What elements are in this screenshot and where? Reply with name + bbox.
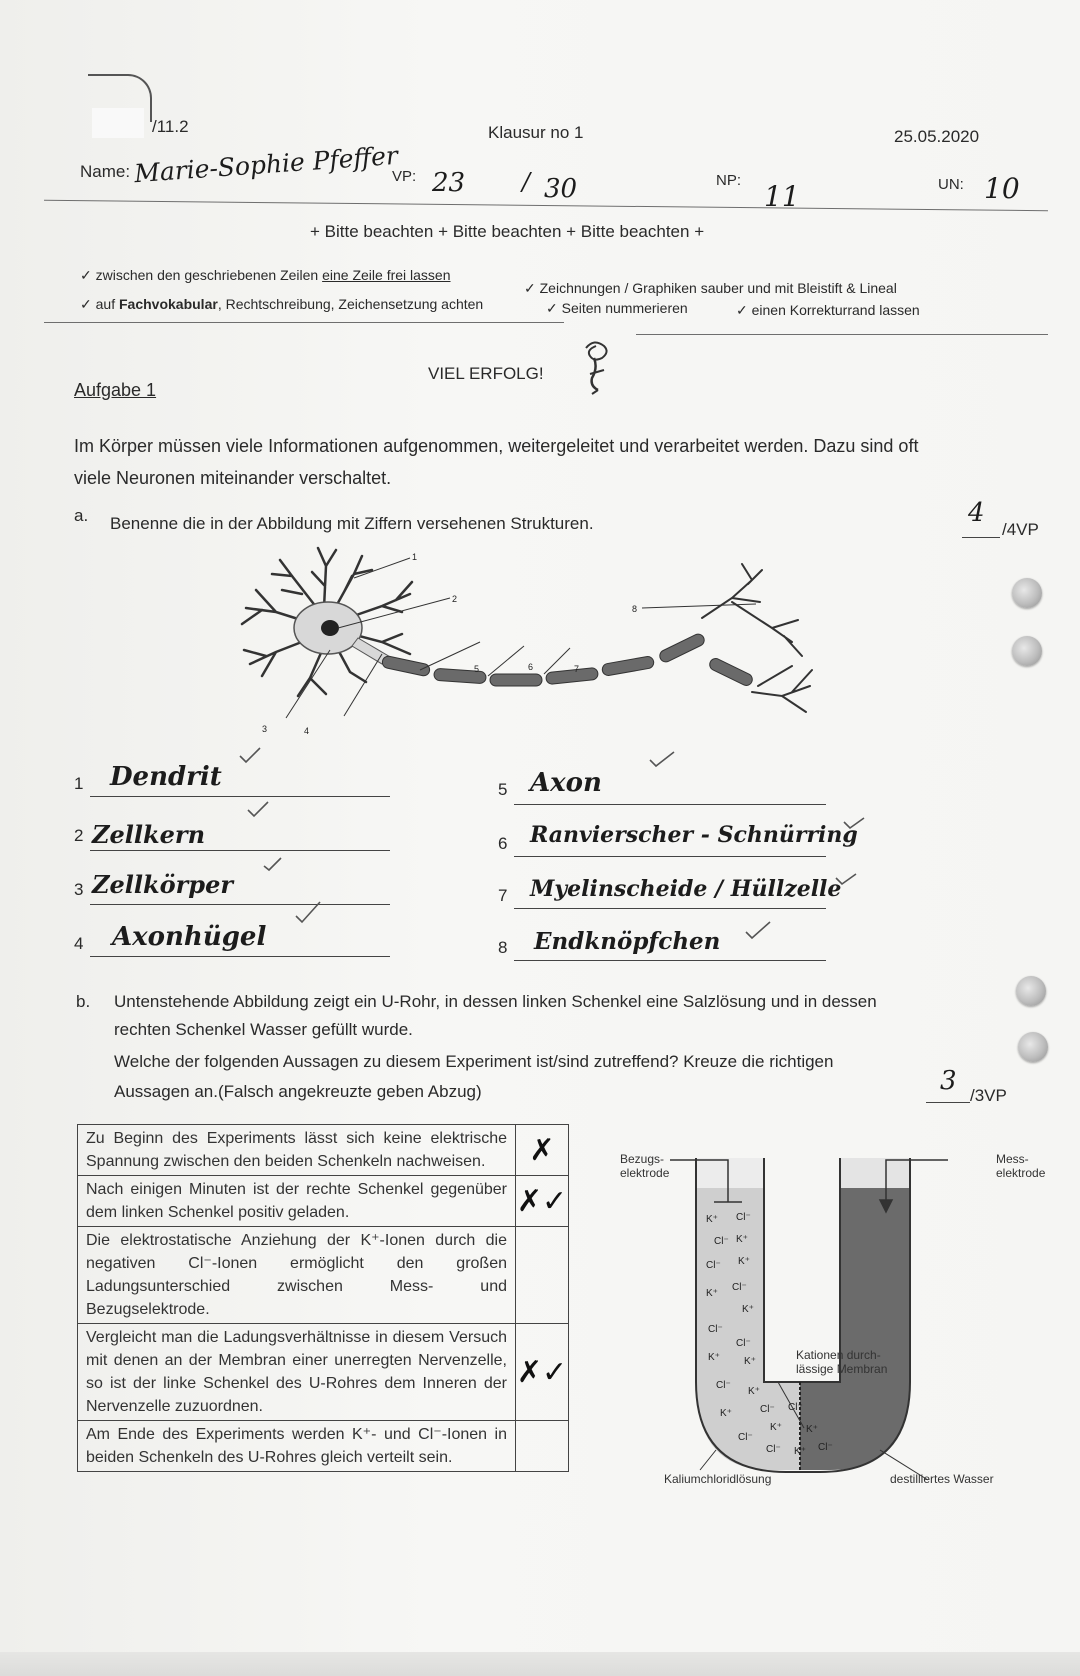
table-row — [78, 1324, 569, 1421]
myelin-segments — [381, 632, 754, 687]
axon-terminals — [702, 564, 812, 712]
un-value: 10 — [984, 172, 1020, 205]
part-a-points-line — [962, 537, 1000, 538]
part-b-text-2: rechten Schenkel Wasser gefüllt wurde. — [114, 1020, 413, 1039]
figure-label-5: 5 — [474, 664, 480, 674]
table-row — [78, 1176, 569, 1227]
ion-cl: Cl⁻ — [736, 1338, 751, 1349]
notice-divider-right — [636, 334, 1048, 335]
answer-number: 5 — [498, 780, 508, 799]
ion-cl: Cl⁻ — [716, 1380, 731, 1391]
ion-cl: Cl⁻ — [738, 1432, 753, 1443]
ion-cl: Cl⁻ — [760, 1404, 775, 1415]
exam-date: 25.05.2020 — [894, 127, 980, 146]
figure-label-3: 3 — [262, 724, 268, 734]
right-solution-label: destilliertes Wasser — [890, 1472, 994, 1486]
part-b-label: b. — [76, 992, 91, 1011]
notice-2c: ✓ Seiten nummerieren — [546, 300, 688, 316]
part-b-text-3: Welche der folgenden Aussagen zu diesem Experiment ist/sind zutreffend? Kreuze die richtigen — [114, 1052, 834, 1071]
answer-text: Endknöpfchen — [534, 928, 721, 955]
punch-hole — [1016, 976, 1046, 1006]
answer-number: 6 — [498, 834, 508, 853]
notice-line-1 — [80, 267, 451, 284]
vp-score: 23 — [432, 168, 466, 198]
ion-k: K⁺ — [720, 1408, 732, 1419]
nucleus — [321, 620, 339, 636]
notice-2-bold: Fachvokabular — [118, 296, 218, 312]
vp-separator: / — [522, 168, 531, 196]
notice-1a: ✓ zwischen den geschriebenen Zeilen — [80, 267, 323, 283]
part-b-text-1: Untenstehende Abbildung zeigt ein U-Rohr, in dessen linken Schenkel eine Salzlösung und in dessen — [114, 992, 877, 1011]
part-b-points: 3 — [940, 1066, 957, 1096]
table-row — [78, 1421, 569, 1472]
ref-electrode-label-2: elektrode — [620, 1166, 670, 1180]
ion-cl: Cl⁻ — [714, 1236, 729, 1247]
grading-check-icons — [230, 736, 870, 956]
u-tube-figure — [610, 1150, 1020, 1500]
answer-number: 3 — [74, 880, 84, 899]
ion-k: K⁺ — [706, 1288, 718, 1299]
ion-k: K⁺ — [748, 1386, 760, 1397]
part-a-label: a. — [74, 506, 89, 525]
part-b-text-4: Aussagen an.(Falsch angekreuzte geben Abzug) — [114, 1082, 482, 1101]
statement-checkbox[interactable] — [516, 1421, 569, 1472]
task-intro-1: Im Körper müssen viele Informationen aufgenommen, weitergeleitet und verarbeitet werden. Dazu sind oft — [74, 436, 919, 456]
part-a-text: Benenne die in der Abbildung mit Ziffern versehenen Strukturen. — [110, 514, 594, 533]
answer-text: Dendrit — [110, 762, 222, 792]
membrane-label-2: lässige Membran — [796, 1362, 888, 1376]
notice-1b: ✓ Zeichnungen / Graphiken sauber und mit Bleistift & Lineal — [524, 280, 897, 296]
bottom-edge-shadow — [0, 1652, 1080, 1676]
notice-divider-left — [44, 322, 564, 323]
name-label: Name: — [80, 162, 131, 181]
table-row — [78, 1227, 569, 1324]
figure-label-1: 1 — [412, 552, 418, 562]
task-intro-2: viele Neuronen miteinander verschaltet. — [74, 468, 392, 488]
ion-cl: Cl⁻ — [788, 1402, 803, 1413]
meas-electrode-label-1: Mess- — [996, 1152, 1029, 1166]
answer-text: Myelinscheide / Hüllzelle — [530, 876, 842, 902]
answer-text: Zellkern — [92, 820, 206, 849]
statement-text: Am Ende des Experiments werden K⁺- und Cl⁻-Ionen in beiden Schenkeln des U-Rohres gleich verteilt sein. — [78, 1421, 516, 1472]
ion-cl: Cl⁻ — [708, 1324, 723, 1335]
ion-cl: Cl⁻ — [766, 1444, 781, 1455]
answer-text: Axonhügel — [112, 922, 267, 952]
answer-number: 2 — [74, 826, 84, 845]
notice-2b: , Rechtschreibung, Zeichensetzung achten — [217, 296, 484, 312]
statements-table — [77, 1124, 569, 1472]
ion-k: K⁺ — [744, 1356, 756, 1367]
right-top-air — [840, 1158, 910, 1188]
ion-k: K⁺ — [770, 1422, 782, 1433]
ion-cl: Cl⁻ — [732, 1282, 747, 1293]
task-heading: Aufgabe 1 — [74, 380, 157, 400]
answer-number: 1 — [74, 774, 84, 793]
ion-k: K⁺ — [736, 1234, 748, 1245]
ion-k: K⁺ — [806, 1424, 818, 1435]
left-top-air — [696, 1158, 764, 1188]
figure-label-7: 7 — [574, 664, 580, 674]
figure-label-4: 4 — [304, 726, 310, 736]
ion-k: K⁺ — [706, 1214, 718, 1225]
part-a-max: /4VP — [1002, 520, 1039, 539]
answer-line — [90, 956, 390, 957]
statement-checkbox[interactable] — [516, 1227, 569, 1324]
left-solution-label: Kaliumchloridlösung — [664, 1472, 772, 1486]
answer-text: Zellkörper — [92, 870, 233, 899]
answer-line — [514, 960, 826, 961]
punch-hole — [1012, 636, 1042, 666]
membrane-label-1: Kationen durch- — [796, 1348, 881, 1362]
neuron-figure — [232, 546, 832, 756]
table-row — [78, 1125, 569, 1176]
statement-text: Vergleicht man die Ladungsverhältnisse in diesem Versuch mit denen an der Membran einer unerregten Nervenzelle, so ist der linke Schenkel des U-Rohres dem Inneren der Nervenzelle zuzuordnen. — [78, 1324, 516, 1421]
class-code: /11.2 — [152, 117, 189, 136]
doodle-icon — [574, 334, 624, 398]
ion-cl: Cl⁻ — [736, 1212, 751, 1223]
ion-cl: Cl⁻ — [818, 1442, 833, 1453]
figure-label-2: 2 — [452, 594, 458, 604]
ion-k: K⁺ — [742, 1304, 754, 1315]
answer-text: Axon — [530, 768, 602, 798]
statement-text: Zu Beginn des Experiments lässt sich keine elektrische Spannung zwischen den beiden Schenkeln nachweisen. — [78, 1125, 516, 1176]
answer-number: 4 — [74, 934, 84, 953]
part-a-points: 4 — [968, 498, 985, 528]
vp-label: VP: — [392, 168, 417, 185]
meas-electrode-label-2: elektrode — [996, 1166, 1046, 1180]
part-b-max: /3VP — [970, 1086, 1007, 1105]
ion-cl: Cl⁻ — [706, 1260, 721, 1271]
name-value: Marie-Sophie Pfeffer — [133, 140, 399, 189]
exam-title: Klausur no 1 — [488, 123, 584, 142]
ref-electrode-label-1: Bezugs- — [620, 1152, 665, 1166]
notice-line-2 — [80, 296, 483, 313]
good-luck: VIEL ERFOLG! — [428, 364, 544, 383]
figure-label-6: 6 — [528, 662, 534, 672]
statement-checkbox[interactable]: ✗✓ — [516, 1176, 569, 1227]
notice-2d: ✓ einen Korrekturrand lassen — [736, 302, 920, 318]
redacted-class-box — [92, 108, 144, 138]
np-value: 11 — [764, 180, 800, 213]
punch-hole — [1018, 1032, 1048, 1062]
part-b-points-line — [926, 1102, 970, 1103]
ion-k: K⁺ — [708, 1352, 720, 1363]
statement-text: Die elektrostatische Anziehung der K⁺-Ionen durch die negativen Cl⁻-Ionen ermöglicht den großen Ladungsunterschied zwischen Mess- und Bezugselektrode. — [78, 1227, 516, 1324]
answer-number: 8 — [498, 938, 508, 957]
figure-label-8: 8 — [632, 604, 638, 614]
punch-hole — [1012, 578, 1042, 608]
un-label: UN: — [938, 176, 964, 193]
answer-number: 7 — [498, 886, 508, 905]
vp-total: 30 — [544, 174, 578, 204]
notice-2a: ✓ auf — [80, 296, 119, 312]
np-label: NP: — [716, 172, 742, 189]
ion-k: K⁺ — [794, 1446, 806, 1457]
statement-text: Nach einigen Minuten ist der rechte Schenkel gegenüber dem linken Schenkel positiv geladen. — [78, 1176, 516, 1227]
ion-k: K⁺ — [738, 1256, 750, 1267]
answer-text: Ranvierscher - Schnürring — [530, 822, 858, 848]
statement-checkbox[interactable]: ✗ — [516, 1125, 569, 1176]
notice-1-underlined: eine Zeile frei lassen — [322, 267, 451, 283]
statement-checkbox[interactable]: ✗✓ — [516, 1324, 569, 1421]
notice-title: + Bitte beachten + Bitte beachten + Bitte beachten + — [310, 222, 705, 241]
